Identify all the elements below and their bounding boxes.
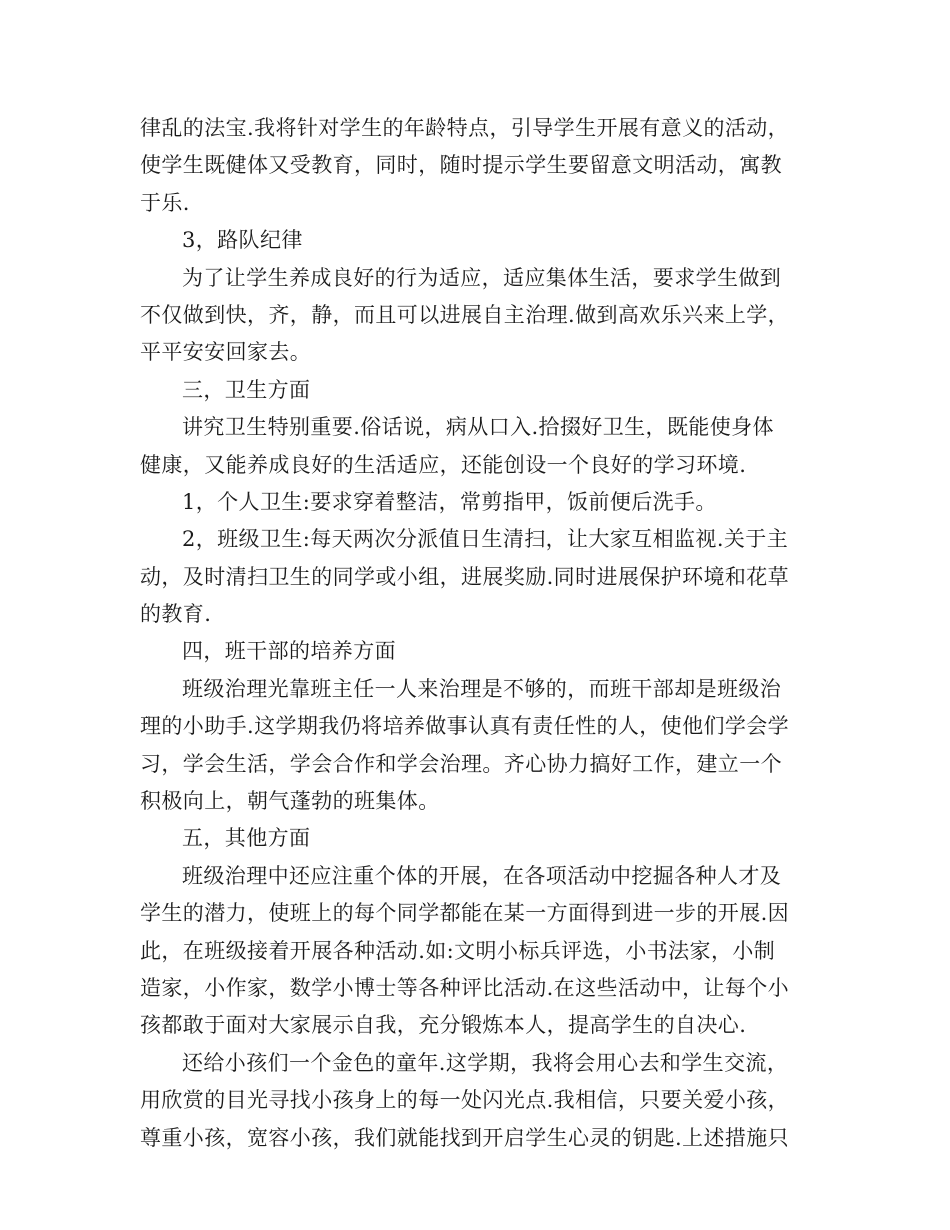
section-heading: 三，卫生方面 bbox=[182, 377, 311, 402]
text-line: 孩都敢于面对大家展示自我，充分锻炼本人，提高学生的自决心. bbox=[140, 1013, 747, 1038]
text-line: 健康，又能养成良好的生活适应，还能创设一个良好的学习环境. bbox=[140, 452, 747, 477]
text-line: 动，及时清扫卫生的同学或小组，进展奖励.同时进展保护环境和花草 bbox=[140, 564, 790, 589]
paragraph-start: 讲究卫生特别重要.俗话说，病从口入.拾掇好卫生，既能使身体 bbox=[182, 415, 774, 440]
paragraph-start: 班级治理中还应注重个体的开展，在各项活动中挖掘各种人才及 bbox=[182, 863, 782, 888]
section-heading: 五，其他方面 bbox=[182, 826, 311, 851]
text-line: 于乐. bbox=[140, 190, 190, 215]
text-line: 尊重小孩，宽容小孩，我们就能找到开启学生心灵的钥匙.上述措施只 bbox=[140, 1125, 790, 1150]
text-line: 造家，小作家，数学小博士等各种评比活动.在这些活动中，让每个小 bbox=[140, 975, 790, 1000]
text-line: 积极向上，朝气蓬勃的班集体。 bbox=[140, 789, 440, 814]
text-line: 不仅做到快，齐，静，而且可以进展自主治理.做到高欢乐兴来上学， bbox=[140, 302, 790, 327]
text-line: 学生的潜力，使班上的每个同学都能在某一方面得到进一步的开展.因 bbox=[140, 901, 790, 926]
list-item: 2，班级卫生:每天两次分派值日生清扫，让大家互相监视.关于主 bbox=[182, 527, 789, 552]
section-heading: 四，班干部的培养方面 bbox=[182, 639, 396, 664]
text-line: 用欣赏的目光寻找小孩身上的每一处闪光点.我相信，只要关爱小孩， bbox=[140, 1088, 790, 1113]
text-line: 使学生既健体又受教育，同时，随时提示学生要留意文明活动，寓教 bbox=[140, 153, 782, 178]
section-heading: 3，路队纪律 bbox=[182, 228, 303, 253]
text-line: 此，在班级接着开展各种活动.如:文明小标兵评选，小书法家，小制 bbox=[140, 938, 776, 963]
paragraph-start: 为了让学生养成良好的行为适应，适应集体生活，要求学生做到 bbox=[182, 265, 782, 290]
paragraph-start: 还给小孩们一个金色的童年.这学期，我将会用心去和学生交流， bbox=[182, 1050, 789, 1075]
text-line: 平平安安回家去。 bbox=[140, 340, 312, 365]
text-line: 理的小助手.这学期我仍将培养做事认真有责任性的人，使他们学会学 bbox=[140, 714, 790, 739]
list-item: 1，个人卫生:要求穿着整洁，常剪指甲，饭前便后洗手。 bbox=[182, 489, 717, 514]
document-body bbox=[140, 110, 812, 1157]
paragraph-start: 班级治理光靠班主任一人来治理是不够的，而班干部却是班级治 bbox=[182, 676, 782, 701]
text-line: 的教育. bbox=[140, 602, 212, 627]
text-line: 习，学会生活，学会合作和学会治理。齐心协力搞好工作，建立一个 bbox=[140, 751, 782, 776]
text-line: 律乱的法宝.我将针对学生的年龄特点，引导学生开展有意义的活动， bbox=[140, 116, 790, 140]
